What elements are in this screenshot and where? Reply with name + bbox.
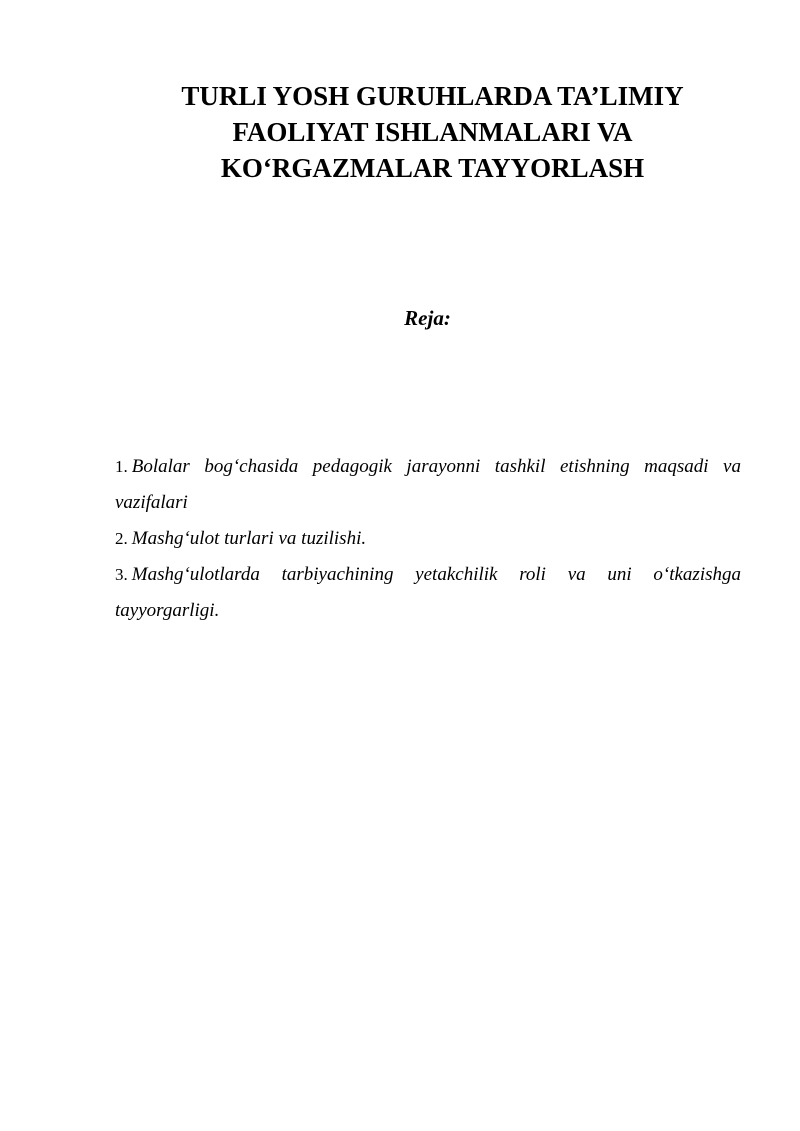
title-line: TURLI YOSH GURUHLARDA TA’LIMIY [181, 81, 684, 111]
plan-item-number: 2. [115, 529, 128, 548]
plan-item-text: Bolalar bog‘chasida pedagogik jarayonni tashkil etishning maqsadi va vazifalari [115, 456, 741, 513]
title-line: FAOLIYAT ISHLANMALARI VA [232, 117, 633, 147]
plan-item-text: Mashg‘ulotlarda tarbiyachining yetakchilik roli va uni o‘tkazishga tayyorgarligi. [115, 564, 741, 621]
plan-item-number: 3. [115, 565, 128, 584]
plan-item-number: 1. [115, 457, 128, 476]
title-line: KO‘RGAZMALAR TAYYORLASH [220, 153, 645, 183]
plan-item [115, 521, 741, 557]
document-title [140, 78, 725, 186]
plan-heading: Reja: [404, 306, 451, 330]
plan-list [115, 449, 741, 629]
plan-item-text: Mashg‘ulot turlari va tuzilishi. [131, 528, 367, 549]
plan-item [115, 557, 741, 629]
plan-item [115, 449, 741, 521]
